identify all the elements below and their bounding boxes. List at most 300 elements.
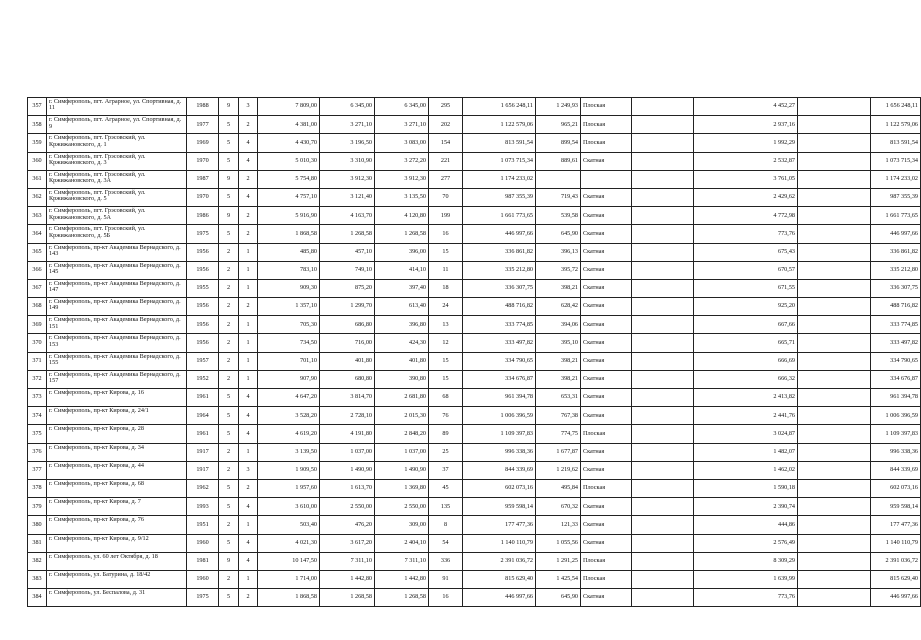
year-cell: 1977 [187,116,219,134]
entrances-cell: 2 [239,479,258,497]
residents-cell: 76 [429,407,463,425]
residents-cell: 24 [429,298,463,316]
residents-cell: 68 [429,389,463,407]
total-area-cell: 3 610,00 [258,498,320,516]
row-number-cell: 384 [28,589,47,607]
living-area-cell: 680,80 [320,370,375,388]
total-area-cell: 705,30 [258,316,320,334]
empty-cell [632,370,694,388]
cost-cell: 987 355,39 [463,188,536,206]
total-cell: 996 338,36 [871,443,921,461]
empty-cell [798,334,871,352]
table-row [28,479,921,497]
floors-cell: 5 [219,407,239,425]
residential-area-cell: 414,10 [375,261,429,279]
table-row [28,552,921,570]
row-number-cell: 357 [28,98,47,116]
year-cell: 1970 [187,152,219,170]
living-area-cell: 875,20 [320,279,375,297]
table-row [28,279,921,297]
total-cell: 1 656 248,11 [871,98,921,116]
total-area-cell: 4 757,10 [258,188,320,206]
living-area-cell: 3 814,70 [320,389,375,407]
entrances-cell: 3 [239,98,258,116]
living-area-cell: 3 121,40 [320,188,375,206]
residential-area-cell: 2 681,80 [375,389,429,407]
empty-cell [798,316,871,334]
total-cell: 446 997,66 [871,589,921,607]
entrances-cell: 1 [239,570,258,588]
cost-cell: 335 212,80 [463,261,536,279]
cost-per-unit-cell: 121,33 [536,516,581,534]
floors-cell: 2 [219,443,239,461]
cost-per-unit-cell: 1 055,56 [536,534,581,552]
floors-cell: 2 [219,516,239,534]
row-number-cell: 364 [28,225,47,243]
cost-cell: 815 629,40 [463,570,536,588]
table-row [28,243,921,261]
empty-cell [798,207,871,225]
total-area-cell: 5 754,80 [258,170,320,188]
year-cell: 1975 [187,225,219,243]
address-cell: г. Симферополь, пгт. Грэсовский, ул. Кржижановского, д. 1 [47,134,187,152]
total-area-cell: 5 916,90 [258,207,320,225]
floors-cell: 2 [219,243,239,261]
table-row [28,534,921,552]
table-row [28,298,921,316]
cost-per-unit-cell: 719,43 [536,188,581,206]
address-cell: г. Симферополь, пр-кт Кирова, д. 7 [47,498,187,516]
residential-area-cell: 1 268,58 [375,589,429,607]
year-cell: 1960 [187,570,219,588]
floors-cell: 5 [219,479,239,497]
total-area-cell: 1 957,60 [258,479,320,497]
roof-type-cell: Скатная [581,279,632,297]
cost-cell: 1 661 773,65 [463,207,536,225]
table-row [28,134,921,152]
living-area-cell: 1 490,90 [320,461,375,479]
year-cell: 1956 [187,298,219,316]
entrances-cell: 4 [239,425,258,443]
roof-type-cell [581,170,632,188]
cost-per-unit-cell: 495,84 [536,479,581,497]
residents-cell: 295 [429,98,463,116]
total-area-cell: 1 357,10 [258,298,320,316]
residents-cell: 12 [429,334,463,352]
residents-cell: 135 [429,498,463,516]
row-number-cell: 362 [28,188,47,206]
total-cell: 602 073,16 [871,479,921,497]
cost-cell: 336 861,82 [463,243,536,261]
cost-per-unit-cell: 398,21 [536,370,581,388]
living-area-cell: 1 299,70 [320,298,375,316]
total-cell: 815 629,40 [871,570,921,588]
entrances-cell: 1 [239,261,258,279]
total-cell: 1 661 773,65 [871,207,921,225]
cost-cell: 177 477,36 [463,516,536,534]
row-number-cell: 358 [28,116,47,134]
table-row [28,461,921,479]
total-cell: 334 790,65 [871,352,921,370]
residential-area-cell: 613,40 [375,298,429,316]
floors-cell: 9 [219,552,239,570]
rate-cell: 1 992,29 [694,134,798,152]
entrances-cell: 1 [239,516,258,534]
rate-cell: 1 639,99 [694,570,798,588]
address-cell: г. Симферополь, пр-кт Кирова, д. 44 [47,461,187,479]
floors-cell: 5 [219,425,239,443]
row-number-cell: 363 [28,207,47,225]
year-cell: 1917 [187,461,219,479]
living-area-cell: 3 912,30 [320,170,375,188]
year-cell: 1956 [187,316,219,334]
total-area-cell: 734,50 [258,334,320,352]
empty-cell [632,225,694,243]
address-cell: г. Симферополь, пр-кт Кирова, д. 34 [47,443,187,461]
address-cell: г. Симферополь, пр-кт Кирова, д. 9/12 [47,534,187,552]
residents-cell: 8 [429,516,463,534]
table-row [28,316,921,334]
total-cell: 333 497,82 [871,334,921,352]
cost-per-unit-cell: 670,32 [536,498,581,516]
empty-cell [798,152,871,170]
cost-per-unit-cell: 899,54 [536,134,581,152]
cost-cell: 334 790,65 [463,352,536,370]
roof-type-cell: Скатная [581,334,632,352]
cost-per-unit-cell: 539,58 [536,207,581,225]
residents-cell: 15 [429,243,463,261]
table-row [28,207,921,225]
total-area-cell: 4 619,20 [258,425,320,443]
residential-area-cell: 396,80 [375,316,429,334]
empty-cell [632,407,694,425]
floors-cell: 2 [219,298,239,316]
year-cell: 1952 [187,370,219,388]
year-cell: 1987 [187,170,219,188]
residential-area-cell: 396,00 [375,243,429,261]
address-cell: г. Симферополь, пгт. Аграрное, ул. Спортивная, д. 9 [47,116,187,134]
total-cell: 961 394,78 [871,389,921,407]
empty-cell [798,261,871,279]
roof-type-cell: Скатная [581,443,632,461]
rate-cell: 665,71 [694,334,798,352]
year-cell: 1970 [187,188,219,206]
cost-cell: 333 774,85 [463,316,536,334]
residential-area-cell: 4 120,80 [375,207,429,225]
cost-cell: 333 497,82 [463,334,536,352]
table-row [28,570,921,588]
total-area-cell: 1 868,58 [258,589,320,607]
year-cell: 1981 [187,552,219,570]
floors-cell: 5 [219,534,239,552]
empty-cell [632,316,694,334]
roof-type-cell: Скатная [581,152,632,170]
row-number-cell: 383 [28,570,47,588]
floors-cell: 5 [219,225,239,243]
entrances-cell: 4 [239,498,258,516]
row-number-cell: 365 [28,243,47,261]
empty-cell [632,443,694,461]
residential-area-cell: 390,80 [375,370,429,388]
floors-cell: 5 [219,134,239,152]
entrances-cell: 4 [239,188,258,206]
entrances-cell: 2 [239,225,258,243]
roof-type-cell: Скатная [581,370,632,388]
cost-per-unit-cell: 653,31 [536,389,581,407]
empty-cell [798,116,871,134]
total-cell: 813 591,54 [871,134,921,152]
year-cell: 1975 [187,589,219,607]
cost-cell: 334 676,87 [463,370,536,388]
rate-cell: 671,55 [694,279,798,297]
table-row [28,152,921,170]
living-area-cell: 4 163,70 [320,207,375,225]
cost-per-unit-cell: 395,72 [536,261,581,279]
address-cell: г. Симферополь, пр-кт Кирова, д. 16 [47,389,187,407]
rate-cell: 773,76 [694,589,798,607]
cost-cell: 1 656 248,11 [463,98,536,116]
row-number-cell: 376 [28,443,47,461]
cost-cell: 336 307,75 [463,279,536,297]
living-area-cell: 1 613,70 [320,479,375,497]
row-number-cell: 382 [28,552,47,570]
rate-cell: 1 482,07 [694,443,798,461]
rate-cell: 2 532,87 [694,152,798,170]
address-cell: г. Симферополь, пр-кт Кирова, д. 68 [47,479,187,497]
cost-per-unit-cell: 394,06 [536,316,581,334]
entrances-cell: 4 [239,407,258,425]
residents-cell: 16 [429,589,463,607]
living-area-cell: 4 191,80 [320,425,375,443]
empty-cell [632,516,694,534]
empty-cell [632,134,694,152]
address-cell: г. Симферополь, пр-кт Академика Вернадского, д. 153 [47,334,187,352]
row-number-cell: 360 [28,152,47,170]
entrances-cell: 2 [239,170,258,188]
table-row [28,334,921,352]
roof-type-cell: Скатная [581,225,632,243]
buildings-table-sheet [27,97,921,607]
residents-cell: 15 [429,352,463,370]
row-number-cell: 381 [28,534,47,552]
rate-cell: 675,43 [694,243,798,261]
row-number-cell: 367 [28,279,47,297]
empty-cell [798,243,871,261]
residents-cell: 11 [429,261,463,279]
empty-cell [798,352,871,370]
total-cell: 1 073 715,34 [871,152,921,170]
empty-cell [798,498,871,516]
row-number-cell: 375 [28,425,47,443]
table-row [28,516,921,534]
residential-area-cell: 7 311,10 [375,552,429,570]
living-area-cell: 2 550,00 [320,498,375,516]
total-area-cell: 1 909,50 [258,461,320,479]
roof-type-cell: Плоская [581,425,632,443]
residential-area-cell: 2 015,30 [375,407,429,425]
empty-cell [632,534,694,552]
roof-type-cell: Плоская [581,570,632,588]
residents-cell: 16 [429,225,463,243]
total-cell: 959 598,14 [871,498,921,516]
empty-cell [798,389,871,407]
total-cell: 1 109 397,83 [871,425,921,443]
address-cell: г. Симферополь, пр-кт Академика Вернадского, д. 151 [47,316,187,334]
total-area-cell: 783,10 [258,261,320,279]
empty-cell [798,298,871,316]
rate-cell: 8 309,29 [694,552,798,570]
rate-cell: 1 462,02 [694,461,798,479]
cost-per-unit-cell: 1 219,62 [536,461,581,479]
year-cell: 1957 [187,352,219,370]
table-row [28,352,921,370]
floors-cell: 5 [219,116,239,134]
rate-cell: 2 441,76 [694,407,798,425]
address-cell: г. Симферополь, пр-кт Кирова, д. 28 [47,425,187,443]
rate-cell: 1 590,18 [694,479,798,497]
empty-cell [632,589,694,607]
address-cell: г. Симферополь, пр-кт Кирова, д. 24/1 [47,407,187,425]
cost-cell: 1 109 397,83 [463,425,536,443]
roof-type-cell: Плоская [581,479,632,497]
residents-cell: 54 [429,534,463,552]
empty-cell [798,570,871,588]
address-cell: г. Симферополь, ул. Батурина, д. 18/42 [47,570,187,588]
cost-per-unit-cell: 396,13 [536,243,581,261]
row-number-cell: 372 [28,370,47,388]
address-cell: г. Симферополь, пгт. Грэсовский, ул. Кржижановского, д. 5А [47,207,187,225]
entrances-cell: 1 [239,243,258,261]
cost-per-unit-cell: 1 249,93 [536,98,581,116]
total-area-cell: 3 528,20 [258,407,320,425]
living-area-cell: 1 037,00 [320,443,375,461]
roof-type-cell: Скатная [581,188,632,206]
row-number-cell: 374 [28,407,47,425]
entrances-cell: 2 [239,207,258,225]
rate-cell: 2 390,74 [694,498,798,516]
empty-cell [632,207,694,225]
roof-type-cell: Скатная [581,352,632,370]
rate-cell: 2 576,49 [694,534,798,552]
year-cell: 1956 [187,334,219,352]
table-row [28,389,921,407]
total-area-cell: 4 021,30 [258,534,320,552]
row-number-cell: 380 [28,516,47,534]
floors-cell: 9 [219,207,239,225]
table-row [28,170,921,188]
cost-per-unit-cell: 1 677,87 [536,443,581,461]
total-cell: 335 212,80 [871,261,921,279]
roof-type-cell: Плоская [581,98,632,116]
total-cell: 336 861,82 [871,243,921,261]
year-cell: 1969 [187,134,219,152]
total-cell: 334 676,87 [871,370,921,388]
address-cell: г. Симферополь, пр-кт Академика Вернадского, д. 149 [47,298,187,316]
living-area-cell: 457,10 [320,243,375,261]
cost-cell: 1 174 233,02 [463,170,536,188]
address-cell: г. Симферополь, пр-кт Академика Вернадского, д. 155 [47,352,187,370]
total-cell: 1 006 396,59 [871,407,921,425]
total-area-cell: 7 809,00 [258,98,320,116]
residential-area-cell: 3 135,50 [375,188,429,206]
empty-cell [632,152,694,170]
total-cell: 336 307,75 [871,279,921,297]
rate-cell: 925,20 [694,298,798,316]
cost-cell: 996 338,36 [463,443,536,461]
rate-cell: 2 413,82 [694,389,798,407]
table-row [28,188,921,206]
cost-cell: 959 598,14 [463,498,536,516]
cost-per-unit-cell: 398,21 [536,279,581,297]
residents-cell: 13 [429,316,463,334]
total-cell: 177 477,36 [871,516,921,534]
empty-cell [798,534,871,552]
address-cell: г. Симферополь, пр-кт Академика Вернадского, д. 147 [47,279,187,297]
cost-per-unit-cell: 645,90 [536,589,581,607]
table-body [28,98,921,607]
total-cell: 488 716,82 [871,298,921,316]
residents-cell: 45 [429,479,463,497]
cost-per-unit-cell: 774,75 [536,425,581,443]
empty-cell [632,334,694,352]
residential-area-cell: 397,40 [375,279,429,297]
living-area-cell: 401,80 [320,352,375,370]
address-cell: г. Симферополь, ул. Беспалова, д. 31 [47,589,187,607]
cost-per-unit-cell: 628,42 [536,298,581,316]
empty-cell [632,570,694,588]
cost-cell: 1 140 110,79 [463,534,536,552]
entrances-cell: 1 [239,443,258,461]
total-cell: 844 339,69 [871,461,921,479]
residents-cell: 37 [429,461,463,479]
table-row [28,370,921,388]
roof-type-cell: Плоская [581,116,632,134]
entrances-cell: 2 [239,116,258,134]
address-cell: г. Симферополь, пгт. Грэсовский, ул. Кржижановского, д. 5Б [47,225,187,243]
residential-area-cell: 1 037,00 [375,443,429,461]
table-row [28,425,921,443]
roof-type-cell: Плоская [581,134,632,152]
roof-type-cell: Скатная [581,498,632,516]
entrances-cell: 1 [239,370,258,388]
residents-cell: 336 [429,552,463,570]
floors-cell: 2 [219,370,239,388]
entrances-cell: 1 [239,334,258,352]
total-cell: 446 997,66 [871,225,921,243]
empty-cell [632,279,694,297]
row-number-cell: 370 [28,334,47,352]
roof-type-cell: Скатная [581,243,632,261]
cost-cell: 1 122 579,06 [463,116,536,134]
table-row [28,261,921,279]
roof-type-cell: Скатная [581,298,632,316]
empty-cell [798,279,871,297]
residential-area-cell: 2 550,00 [375,498,429,516]
rate-cell: 2 429,62 [694,188,798,206]
cost-cell: 844 339,69 [463,461,536,479]
floors-cell: 2 [219,334,239,352]
residential-area-cell: 1 490,90 [375,461,429,479]
total-area-cell: 701,10 [258,352,320,370]
empty-cell [798,188,871,206]
cost-per-unit-cell: 965,21 [536,116,581,134]
year-cell: 1961 [187,425,219,443]
total-area-cell: 4 381,00 [258,116,320,134]
living-area-cell: 3 271,10 [320,116,375,134]
empty-cell [632,425,694,443]
empty-cell [798,461,871,479]
roof-type-cell: Плоская [581,552,632,570]
